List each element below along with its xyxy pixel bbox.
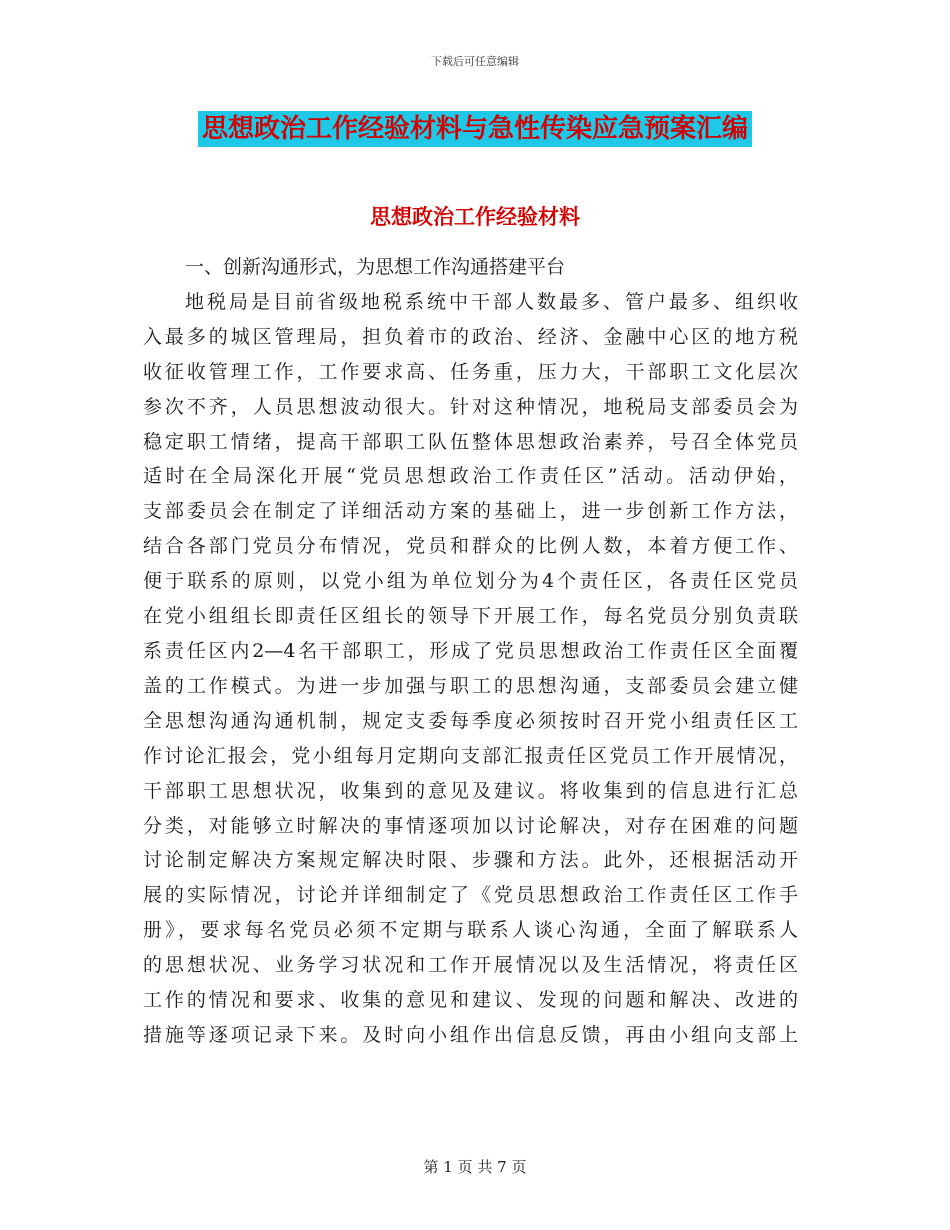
paragraph-line: 工作的情况和要求、收集的意见和建议、发现的问题和解决、改进的: [143, 989, 798, 1012]
paragraph-line: 展的实际情况，讨论并详细制定了《党员思想政治工作责任区工作手: [143, 884, 798, 907]
paragraph-line: 干部职工思想状况，收集到的意见及建议。将收集到的信息进行汇总: [143, 779, 798, 802]
paragraph-line: 全思想沟通沟通机制，规定支委每季度必须按时召开党小组责任区工: [143, 709, 798, 732]
paragraph-line: 适时在全局深化开展“党员思想政治工作责任区”活动。活动伊始，: [143, 465, 798, 488]
subheading: 一、创新沟通形式，为思想工作沟通搭建平台: [185, 256, 566, 278]
paragraph-line: 分类，对能够立时解决的事情逐项加以讨论解决，对存在困难的问题: [143, 814, 798, 837]
paragraph-line: 册》，要求每名党员必须不定期与联系人谈心沟通，全面了解联系人: [143, 919, 798, 942]
page-number: 第 1 页 共 7 页: [423, 1158, 527, 1176]
main-title-container: [0, 111, 950, 147]
paragraph-line: 作讨论汇报会，党小组每月定期向支部汇报责任区党员工作开展情况，: [143, 744, 798, 767]
paragraph-line: 支部委员会在制定了详细活动方案的基础上，进一步创新工作方法，: [143, 500, 798, 523]
paragraph-line: 参次不齐，人员思想波动很大。针对这种情况，地税局支部委员会为: [143, 395, 798, 418]
document-main-title: 思想政治工作经验材料与急性传染应急预案汇编: [198, 111, 752, 147]
body-paragraph: [143, 285, 798, 1053]
paragraph-line: 便于联系的原则，以党小组为单位划分为4个责任区，各责任区党员: [143, 570, 798, 593]
paragraph-line: 讨论制定解决方案规定解决时限、步骤和方法。此外，还根据活动开: [143, 849, 798, 872]
paragraph-line: 稳定职工情绪，提高干部职工队伍整体思想政治素养，号召全体党员: [143, 430, 798, 453]
document-body: [143, 250, 798, 1053]
paragraph-line: 盖的工作模式。为进一步加强与职工的思想沟通，支部委员会建立健: [143, 674, 798, 697]
paragraph-line: 的思想状况、业务学习状况和工作开展情况以及生活情况，将责任区: [143, 954, 798, 977]
paragraph-line: 在党小组组长即责任区组长的领导下开展工作，每名党员分别负责联: [143, 605, 798, 628]
paragraph-line: 措施等逐项记录下来。及时向小组作出信息反馈，再由小组向支部上: [143, 1023, 798, 1046]
paragraph-line: 结合各部门党员分布情况，党员和群众的比例人数，本着方便工作、: [143, 535, 798, 558]
page-header-note: 下载后可任意编辑: [431, 55, 519, 68]
paragraph-line: 系责任区内2—4名干部职工，形成了党员思想政治工作责任区全面覆: [143, 639, 798, 662]
paragraph-line: 收征收管理工作，工作要求高、任务重，压力大，干部职工文化层次: [143, 360, 798, 383]
paragraph-line: 地税局是目前省级地税系统中干部人数最多、管户最多、组织收: [185, 290, 798, 313]
section-title: 思想政治工作经验材料: [370, 205, 580, 229]
paragraph-line: 入最多的城区管理局，担负着市的政治、经济、金融中心区的地方税: [143, 325, 798, 348]
